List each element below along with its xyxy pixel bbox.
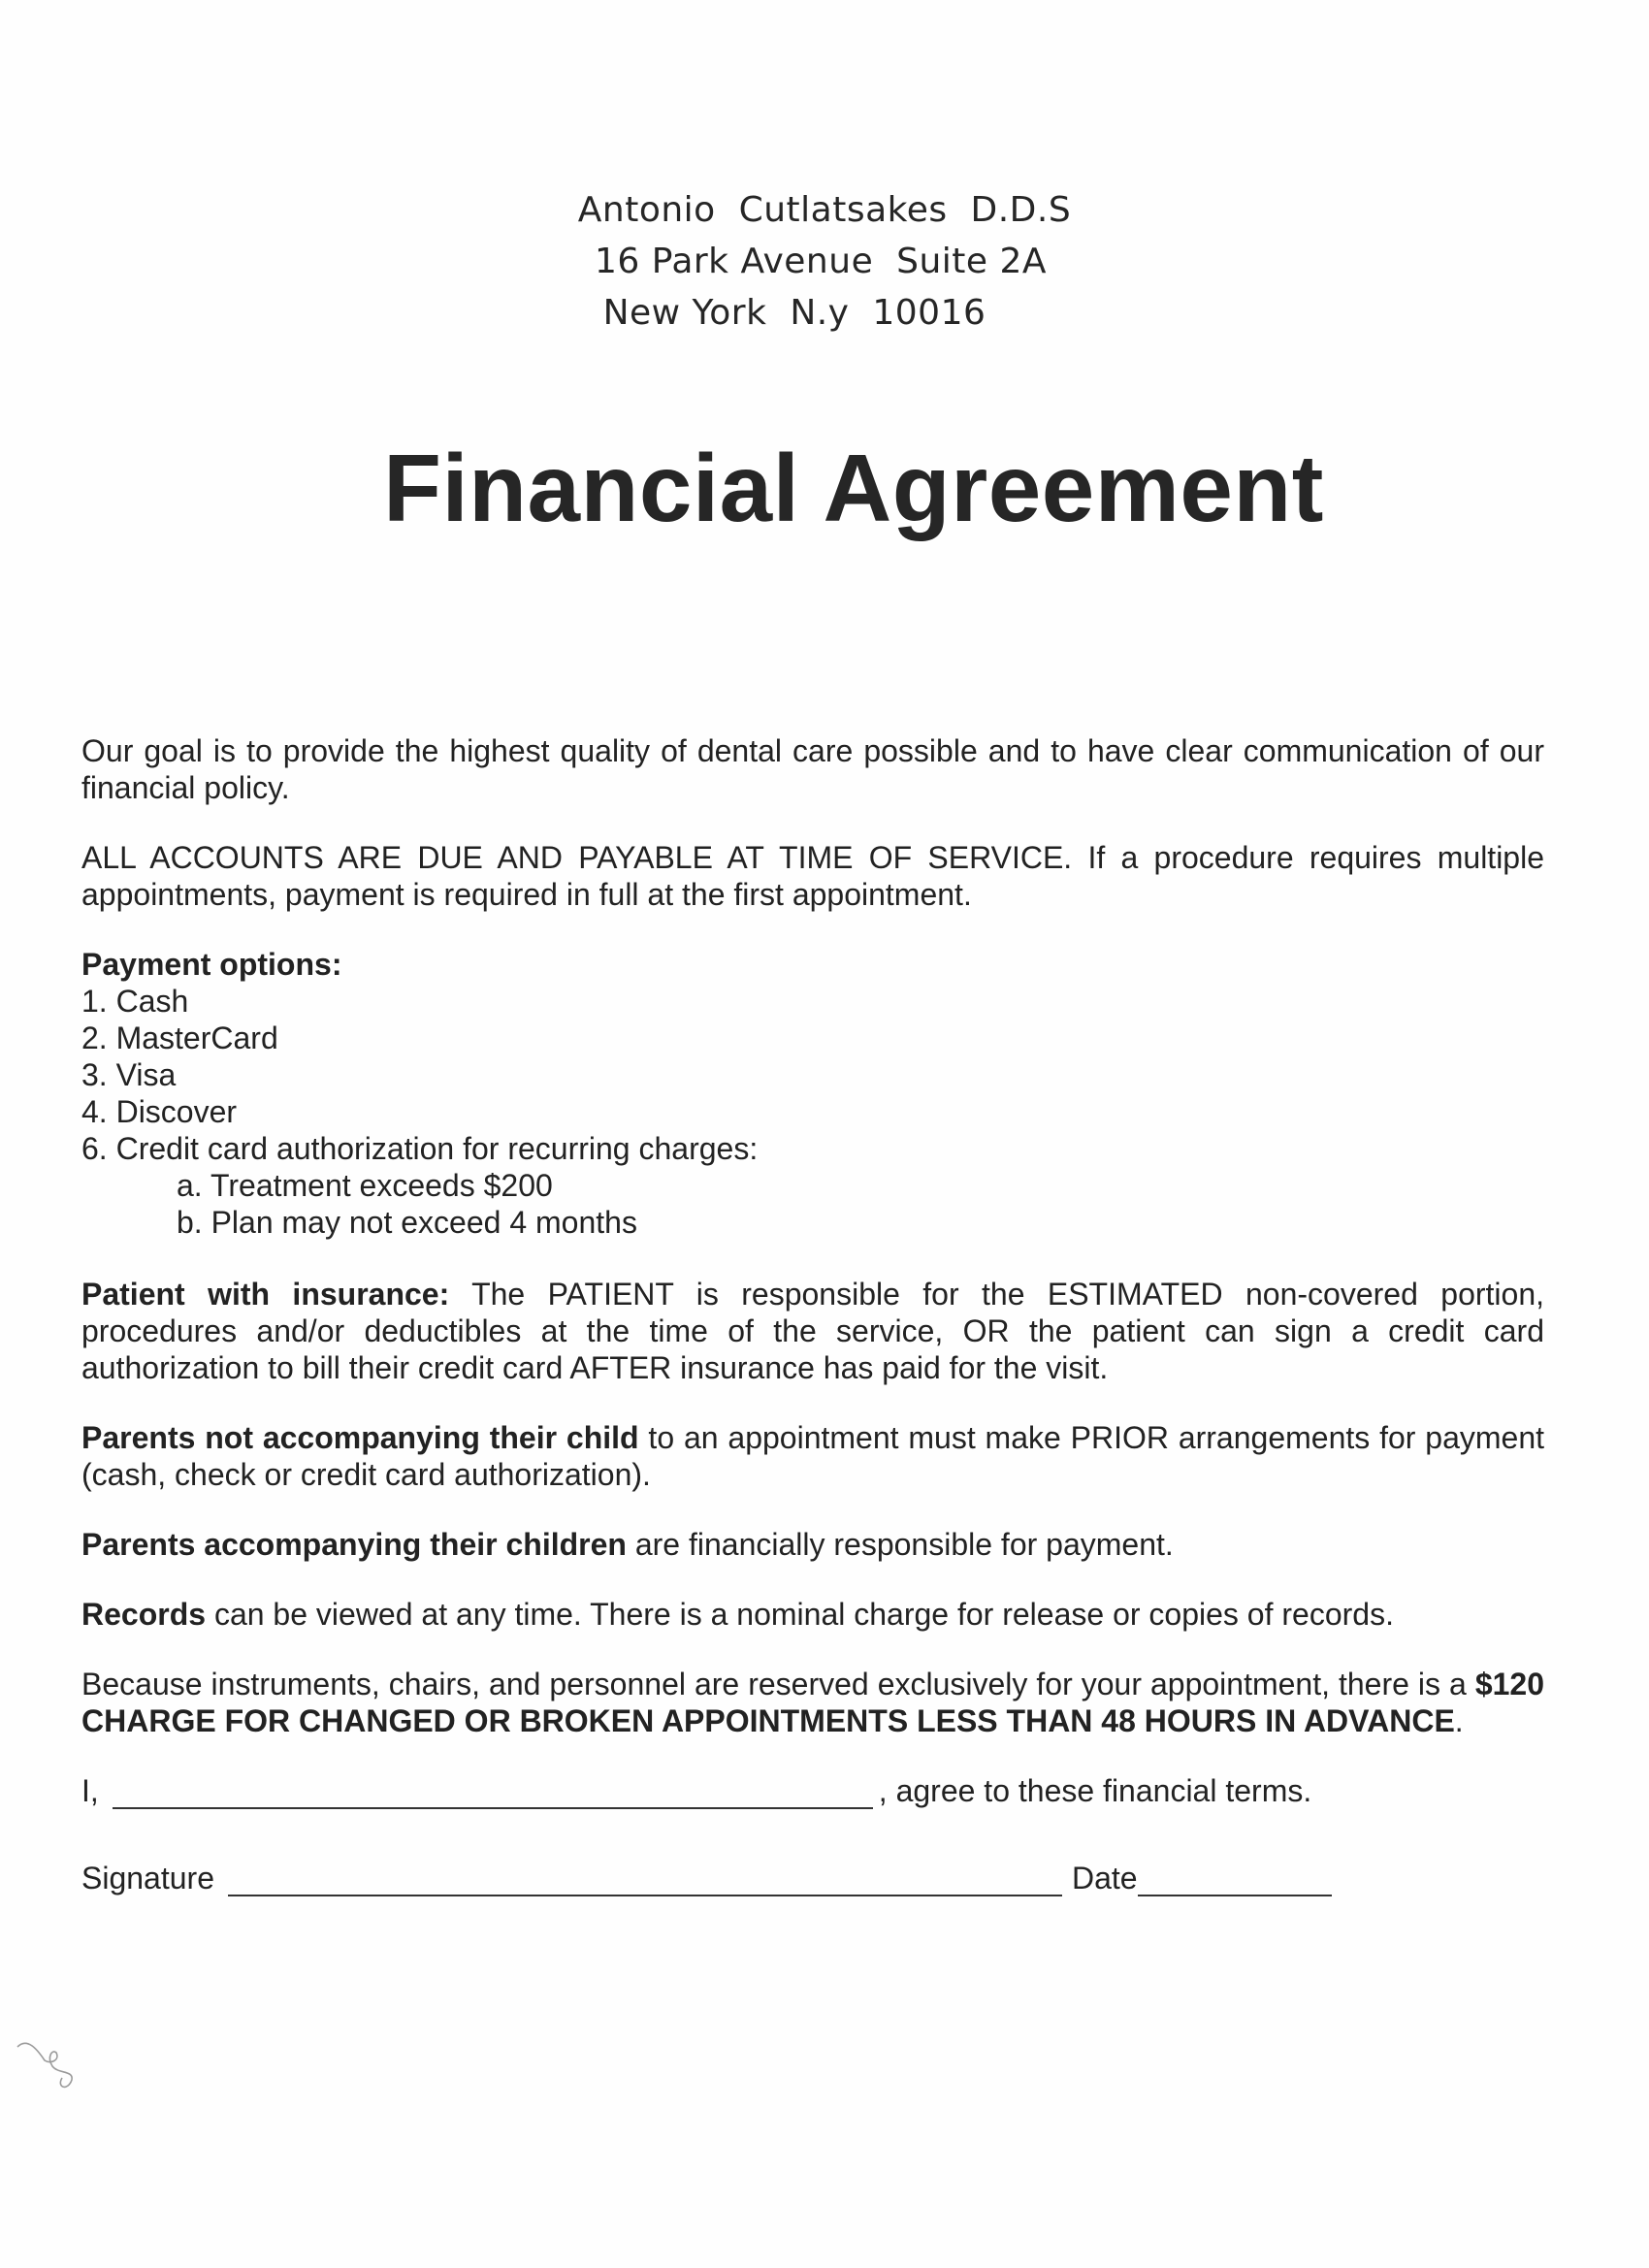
records-lead: Records — [81, 1597, 207, 1632]
signature-label: Signature — [81, 1861, 214, 1895]
pen-mark-icon — [14, 2035, 81, 2093]
cancellation-end: . — [1454, 1703, 1464, 1738]
insurance-paragraph — [81, 1276, 1544, 1386]
payment-suboption-a: a. Treatment exceeds $200 — [177, 1168, 553, 1203]
practice-name: Antonio Cutlatsakes D.D.S — [577, 190, 1072, 230]
payment-options-list — [81, 983, 1544, 1241]
records-text: can be viewed at any time. There is a nominal charge for release or copies of records. — [206, 1597, 1394, 1632]
signature-field[interactable] — [228, 1865, 1062, 1896]
payment-option-mastercard: 2. MasterCard — [81, 1021, 278, 1055]
parents-not-accompanying-lead: Parents not accompanying their child — [81, 1420, 639, 1455]
payment-option-visa: 3. Visa — [81, 1057, 177, 1092]
parents-accompanying-text: are financially responsible for payment. — [626, 1527, 1174, 1562]
payment-option-cash: 1. Cash — [81, 984, 189, 1019]
cancellation-text: Because instruments, chairs, and personnel are reserved exclusively for your appointment, there is a — [81, 1667, 1475, 1701]
intro-paragraph: Our goal is to provide the highest quality of dental care possible and to have clear communication of our financial policy. — [81, 733, 1544, 805]
payment-option-discover: 4. Discover — [81, 1094, 238, 1129]
parents-not-accompanying-text: to an appointment must make PRIOR arrangements for payment (cash, check or credit card authorization). — [81, 1420, 1545, 1492]
agreement-suffix: , agree to these financial terms. — [878, 1773, 1312, 1808]
insurance-lead: Patient with insurance: — [81, 1277, 450, 1312]
practice-city: New York N.y 10016 — [602, 293, 986, 333]
document-title: Financial Agreement — [383, 435, 1324, 541]
accounts-paragraph: ALL ACCOUNTS ARE DUE AND PAYABLE AT TIME OF SERVICE. If a procedure requires multiple appointments, payment is required in full at the first appointment. — [81, 840, 1544, 912]
practice-address: 16 Park Avenue Suite 2A — [594, 242, 1048, 281]
cancellation-charge: $120 CHARGE FOR CHANGED OR BROKEN APPOINTMENTS LESS THAN 48 HOURS IN ADVANCE — [81, 1667, 1544, 1738]
payment-options-heading: Payment options: — [81, 947, 342, 982]
document-body — [81, 732, 1544, 1896]
agreement-row — [81, 1772, 1544, 1809]
signature-row — [81, 1860, 1544, 1896]
date-field[interactable] — [1138, 1865, 1332, 1896]
cancellation-paragraph — [81, 1666, 1544, 1739]
letterhead — [0, 184, 1649, 339]
records-paragraph — [81, 1596, 1544, 1633]
parents-not-accompanying-paragraph — [81, 1419, 1544, 1493]
payment-options — [81, 946, 1544, 1241]
payment-option-credit-authorization: 6. Credit card authorization for recurring charges: — [81, 1131, 759, 1166]
name-field[interactable] — [113, 1778, 873, 1809]
parents-accompanying-lead: Parents accompanying their children — [81, 1527, 627, 1562]
insurance-text: The PATIENT is responsible for the ESTIMATED non-covered portion, procedures and/or deductibles at the time of the service, OR the patient can sign a credit card authorization to bill their credit card AFTER insurance has paid for the visit. — [81, 1277, 1545, 1385]
date-label: Date — [1071, 1861, 1138, 1895]
payment-suboption-b: b. Plan may not exceed 4 months — [177, 1205, 637, 1240]
parents-accompanying-paragraph — [81, 1526, 1544, 1563]
agreement-prefix: I, — [81, 1773, 99, 1808]
